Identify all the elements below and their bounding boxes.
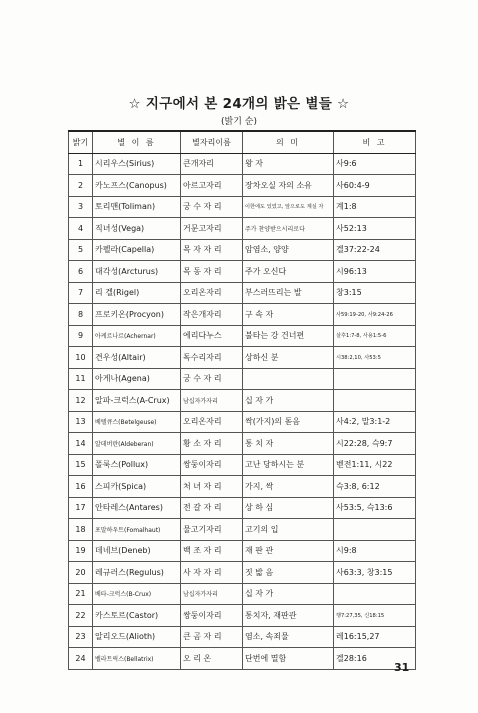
row-remarks <box>334 368 416 390</box>
row-remarks: 사63:3, 창3:15 <box>334 562 416 584</box>
row-constellation: 거문고자리 <box>181 218 243 240</box>
row-star-name: 토리맨(Toliman) <box>93 196 181 218</box>
row-constellation: 궁 수 자 리 <box>181 368 243 390</box>
table-row <box>69 325 416 347</box>
table-row <box>69 196 416 218</box>
row-remarks: 슥3:8, 6:12 <box>334 476 416 498</box>
table-row <box>69 261 416 283</box>
table-row <box>69 540 416 562</box>
row-rank: 11 <box>69 368 93 390</box>
table-row <box>69 562 416 584</box>
row-meaning <box>243 368 334 390</box>
table-row <box>69 519 416 541</box>
row-constellation: 오리온자리 <box>181 282 243 304</box>
row-remarks: 시22:28, 슥9:7 <box>334 433 416 455</box>
row-meaning: 상 하 심 <box>243 497 334 519</box>
row-rank: 7 <box>69 282 93 304</box>
row-constellation: 오 리 온 <box>181 648 243 670</box>
row-rank: 8 <box>69 304 93 326</box>
row-star-name: 카펠라(Capella) <box>93 239 181 261</box>
row-remarks: 사52:13 <box>334 218 416 240</box>
row-constellation: 쌍둥이자리 <box>181 605 243 627</box>
stars-table <box>68 130 416 670</box>
row-rank: 20 <box>69 562 93 584</box>
row-star-name: 리 겔(Rigel) <box>93 282 181 304</box>
row-meaning: 가지, 싹 <box>243 476 334 498</box>
row-meaning: 단번에 멸함 <box>243 648 334 670</box>
row-constellation: 사 자 자 리 <box>181 562 243 584</box>
table-row <box>69 626 416 648</box>
row-remarks <box>334 583 416 605</box>
row-constellation: 아르고자리 <box>181 175 243 197</box>
row-constellation: 큰 곰 자 리 <box>181 626 243 648</box>
row-rank: 3 <box>69 196 93 218</box>
header-constellation: 별자리이름 <box>181 131 243 153</box>
table-row <box>69 390 416 412</box>
table-row <box>69 347 416 369</box>
row-constellation: 물고기자리 <box>181 519 243 541</box>
row-constellation: 쌍둥이자리 <box>181 454 243 476</box>
table-row <box>69 476 416 498</box>
row-meaning: 재 판 관 <box>243 540 334 562</box>
row-star-name: 데네브(Deneb) <box>93 540 181 562</box>
row-rank: 9 <box>69 325 93 347</box>
row-meaning: 상하신 분 <box>243 347 334 369</box>
row-rank: 17 <box>69 497 93 519</box>
row-rank: 18 <box>69 519 93 541</box>
row-remarks: 계1:8 <box>334 196 416 218</box>
row-meaning: 주가 찬양받으시리로다 <box>243 218 334 240</box>
row-constellation: 독수리자리 <box>181 347 243 369</box>
row-rank: 15 <box>69 454 93 476</box>
row-rank: 23 <box>69 626 93 648</box>
table-header-row <box>69 131 416 153</box>
page-subtitle: (밝기 순) <box>221 117 257 127</box>
row-rank: 24 <box>69 648 93 670</box>
row-constellation: 남십자가자리 <box>181 390 243 412</box>
row-rank: 22 <box>69 605 93 627</box>
table-row <box>69 648 416 670</box>
row-meaning: 짓 밟 음 <box>243 562 334 584</box>
table-row <box>69 239 416 261</box>
row-remarks <box>334 390 416 412</box>
row-meaning: 불타는 강 건너편 <box>243 325 334 347</box>
row-rank: 19 <box>69 540 93 562</box>
row-star-name: 벨라트릭스(Bellatrix) <box>93 648 181 670</box>
row-meaning: 고난 당하시는 분 <box>243 454 334 476</box>
header-brightness: 밝기 <box>69 131 93 153</box>
row-meaning: 십 자 가 <box>243 583 334 605</box>
row-star-name: 카노프스(Canopus) <box>93 175 181 197</box>
row-meaning: 주가 오신다 <box>243 261 334 283</box>
row-star-name: 알데버란(Aldeberan) <box>93 433 181 455</box>
table-row <box>69 433 416 455</box>
row-rank: 14 <box>69 433 93 455</box>
row-remarks: 사4:2, 말3:1-2 <box>334 411 416 433</box>
row-star-name: 견우성(Altair) <box>93 347 181 369</box>
row-rank: 10 <box>69 347 93 369</box>
row-remarks <box>334 519 416 541</box>
row-star-name: 베텔큐스(Betelgeuse) <box>93 411 181 433</box>
table-row <box>69 175 416 197</box>
row-meaning: 고기의 입 <box>243 519 334 541</box>
row-remarks: 사59:19-20, 사9:24-26 <box>334 304 416 326</box>
page-number: 31 <box>394 661 410 674</box>
table-row <box>69 497 416 519</box>
row-remarks: 겔37:22-24 <box>334 239 416 261</box>
row-star-name: 베타-크럭스(B-Crux) <box>93 583 181 605</box>
row-rank: 21 <box>69 583 93 605</box>
row-meaning: 구 속 자 <box>243 304 334 326</box>
row-star-name: 알리오드(Alioth) <box>93 626 181 648</box>
row-star-name: 카스토르(Castor) <box>93 605 181 627</box>
row-star-name: 아게나(Agena) <box>93 368 181 390</box>
row-remarks: 사53:5, 슥13:6 <box>334 497 416 519</box>
row-remarks: 사9:6 <box>334 153 416 175</box>
row-remarks: 살후1:7-8, 사용1:5-6 <box>334 325 416 347</box>
row-remarks: 벧전1:11, 시22 <box>334 454 416 476</box>
row-remarks: 사60:4-9 <box>334 175 416 197</box>
page-title: ☆ 지구에서 본 24개의 밝은 별들 ☆ <box>128 96 350 112</box>
row-star-name: 프로키온(Procyon) <box>93 304 181 326</box>
row-meaning: 왕 자 <box>243 153 334 175</box>
row-meaning: 염소, 속죄물 <box>243 626 334 648</box>
header-remarks: 비 고 <box>334 131 416 153</box>
row-constellation: 작은개자리 <box>181 304 243 326</box>
row-remarks: 행7:27,35, 신18:15 <box>334 605 416 627</box>
table-row <box>69 153 416 175</box>
row-star-name: 스피카(Spica) <box>93 476 181 498</box>
table-row <box>69 304 416 326</box>
row-star-name: 알파-크럭스(A-Crux) <box>93 390 181 412</box>
row-meaning: 이한에도 있었고, 앞으로도 계실 자 <box>243 196 334 218</box>
row-meaning: 암염소, 양양 <box>243 239 334 261</box>
row-constellation: 오리온자리 <box>181 411 243 433</box>
row-constellation: 궁 수 자 리 <box>181 196 243 218</box>
header-meaning: 의 미 <box>243 131 334 153</box>
row-remarks: 시38:2,10, 사53:5 <box>334 347 416 369</box>
row-star-name: 레규러스(Regulus) <box>93 562 181 584</box>
row-remarks: 레16:15,27 <box>334 626 416 648</box>
row-constellation: 목 동 자 리 <box>181 261 243 283</box>
row-constellation: 처 녀 자 리 <box>181 476 243 498</box>
row-rank: 2 <box>69 175 93 197</box>
table-row <box>69 218 416 240</box>
row-star-name: 시리우스(Sirius) <box>93 153 181 175</box>
row-constellation: 큰개자리 <box>181 153 243 175</box>
row-remarks: 창3:15 <box>334 282 416 304</box>
row-rank: 5 <box>69 239 93 261</box>
table-row <box>69 583 416 605</box>
row-meaning: 통 치 자 <box>243 433 334 455</box>
row-star-name: 안타레스(Antares) <box>93 497 181 519</box>
row-star-name: 폴룩스(Pollux) <box>93 454 181 476</box>
row-meaning: 싹(가지)의 돋음 <box>243 411 334 433</box>
table-row <box>69 282 416 304</box>
row-rank: 16 <box>69 476 93 498</box>
row-star-name: 직녀성(Vega) <box>93 218 181 240</box>
row-meaning: 부스러뜨리는 발 <box>243 282 334 304</box>
row-remarks: 시9:8 <box>334 540 416 562</box>
row-remarks: 겔28:16 <box>334 648 416 670</box>
table-row <box>69 454 416 476</box>
header-star-name: 별 이 름 <box>93 131 181 153</box>
row-meaning: 십 자 가 <box>243 390 334 412</box>
row-rank: 6 <box>69 261 93 283</box>
row-rank: 1 <box>69 153 93 175</box>
row-constellation: 전 갈 자 리 <box>181 497 243 519</box>
row-star-name: 포말하우트(Fomalhaut) <box>93 519 181 541</box>
row-rank: 4 <box>69 218 93 240</box>
row-constellation: 목 자 자 리 <box>181 239 243 261</box>
row-rank: 12 <box>69 390 93 412</box>
row-constellation: 백 조 자 리 <box>181 540 243 562</box>
table-row <box>69 411 416 433</box>
row-constellation: 에리다누스 <box>181 325 243 347</box>
row-constellation: 황 소 자 리 <box>181 433 243 455</box>
row-rank: 13 <box>69 411 93 433</box>
row-remarks: 시96:13 <box>334 261 416 283</box>
table-row <box>69 605 416 627</box>
row-meaning: 장차오실 자의 소유 <box>243 175 334 197</box>
row-star-name: 아케르나르(Achernar) <box>93 325 181 347</box>
row-star-name: 대각성(Arcturus) <box>93 261 181 283</box>
row-meaning: 통치자, 재판관 <box>243 605 334 627</box>
table-row <box>69 368 416 390</box>
row-constellation: 남십자가자리 <box>181 583 243 605</box>
